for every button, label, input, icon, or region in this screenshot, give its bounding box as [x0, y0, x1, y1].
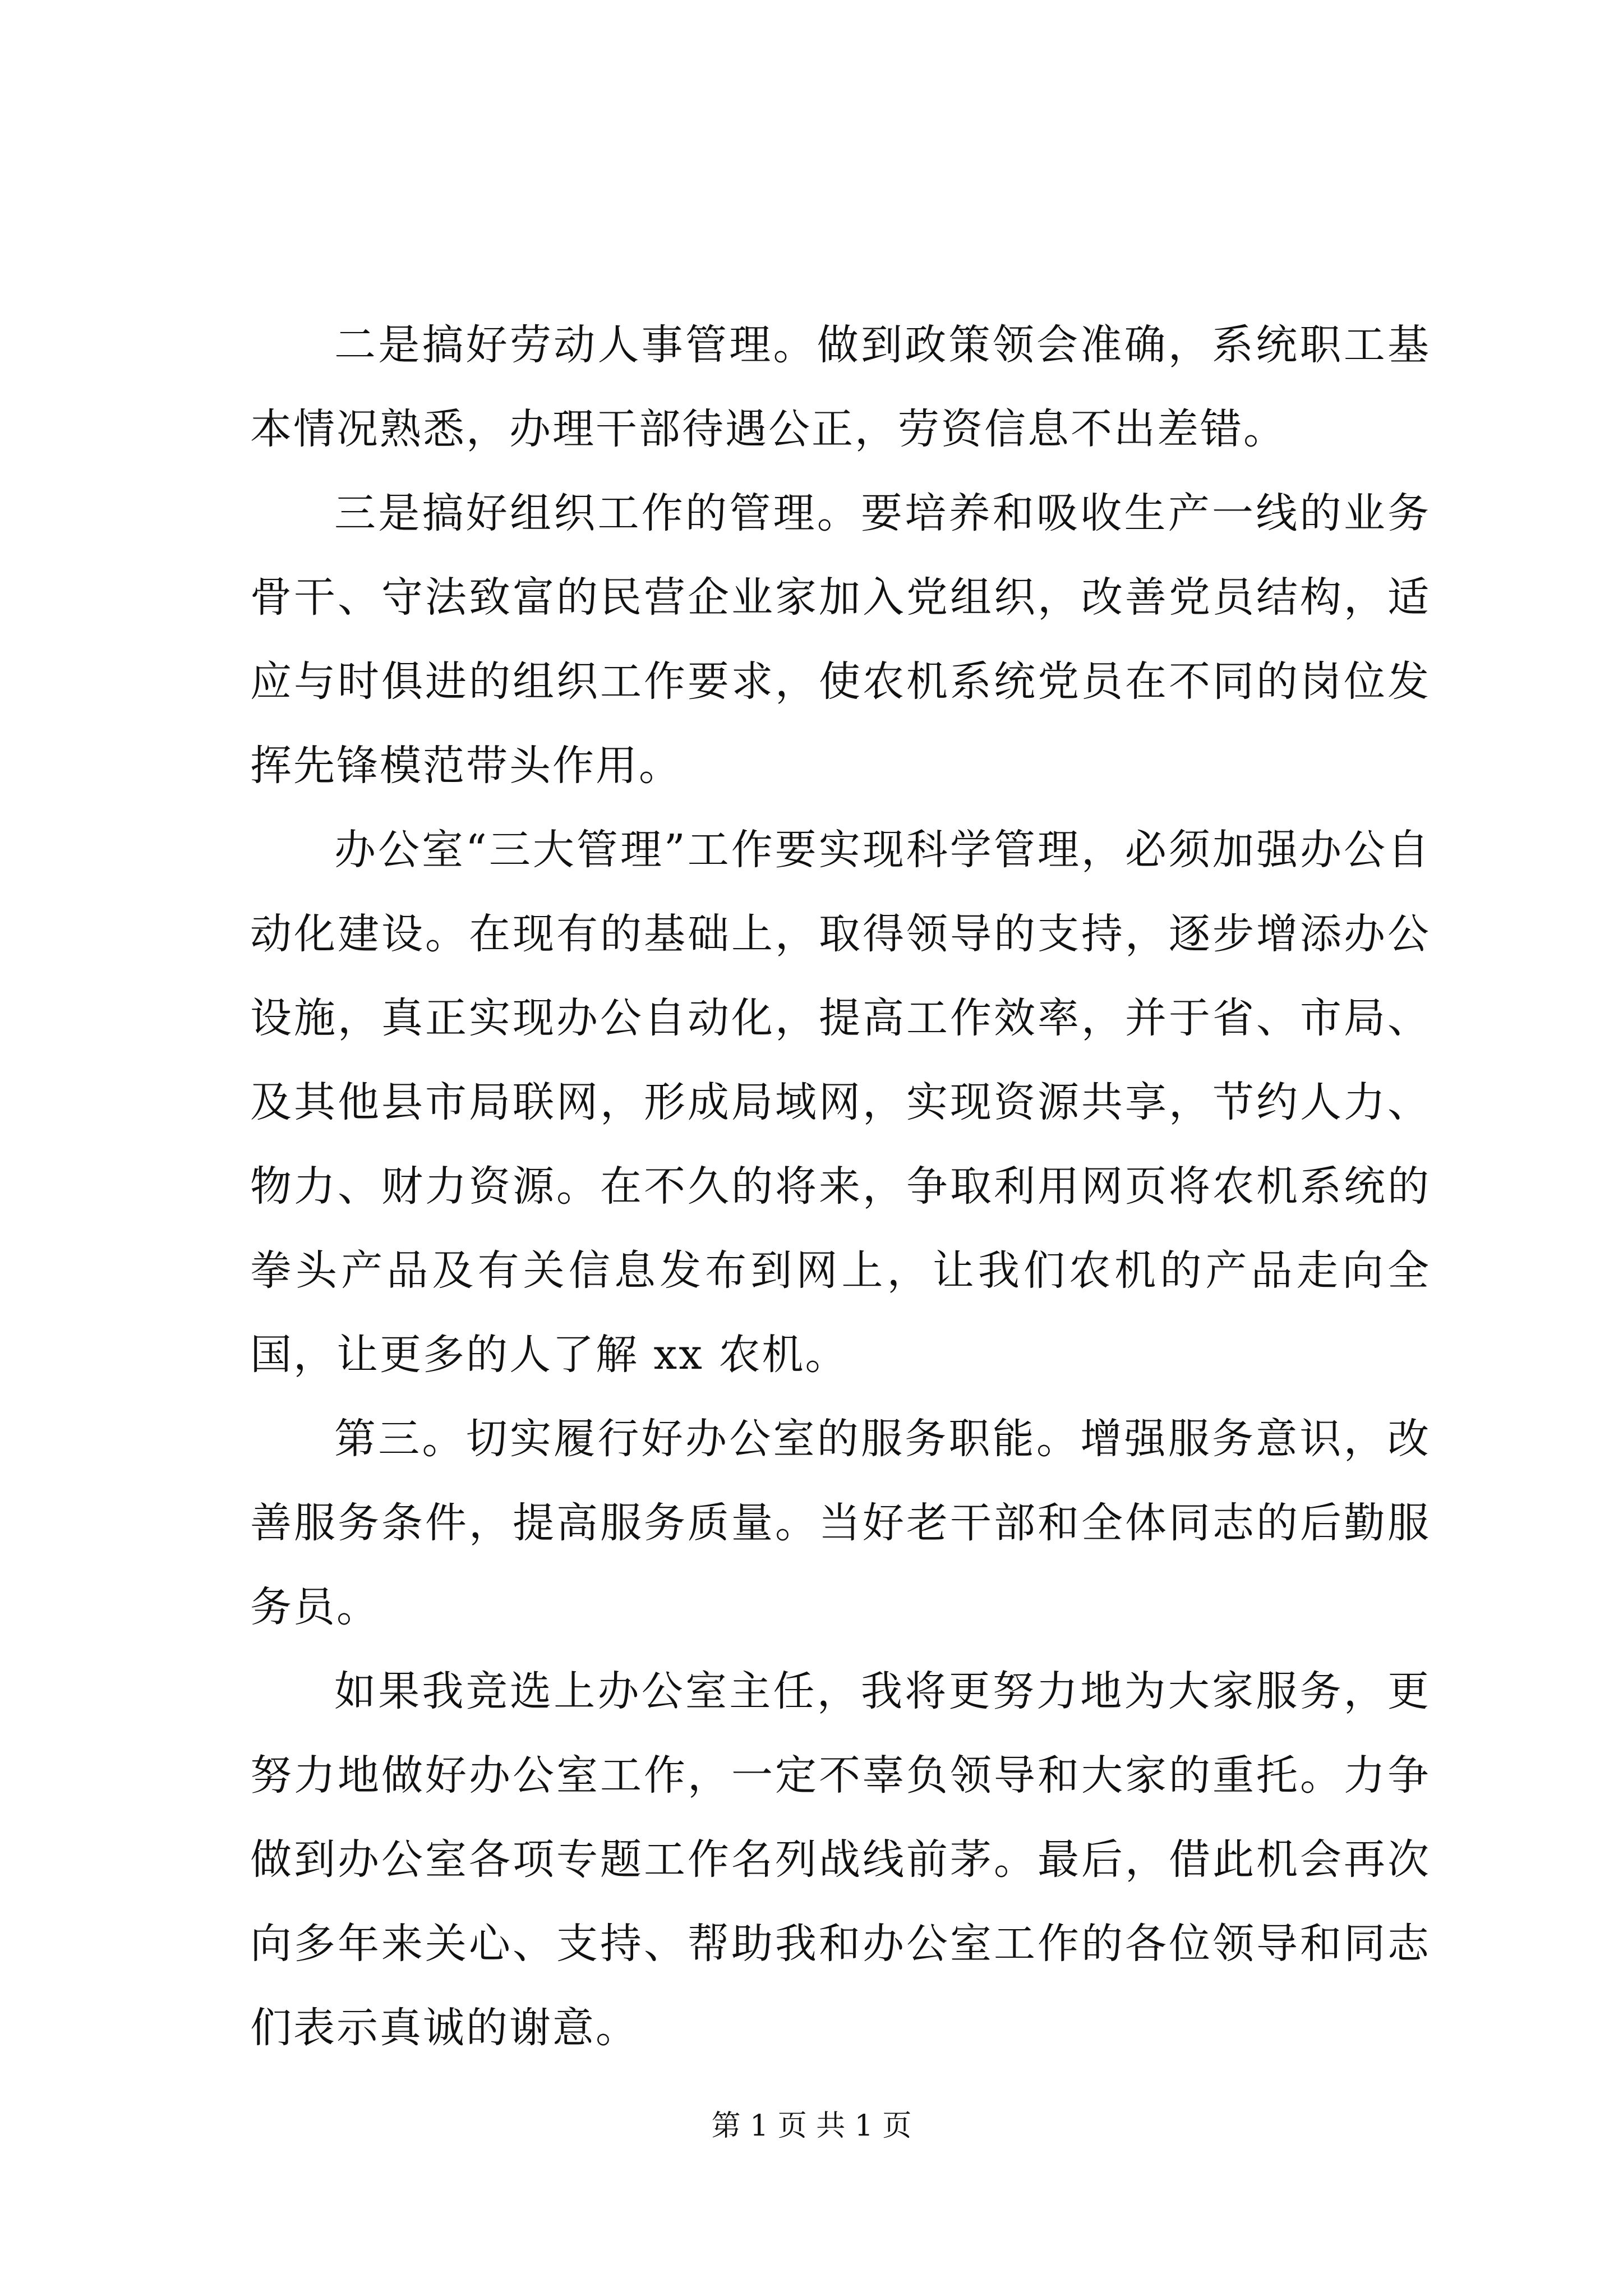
page-number-footer: 第 1 页 共 1 页	[711, 2109, 912, 2143]
document-body	[250, 303, 1431, 2070]
paragraph-labor-personnel: 二是搞好劳动人事管理。做到政策领会准确，系统职工基本情况熟悉，办理干部待遇公正，劳资信息不出差错。	[250, 321, 1431, 453]
paragraph-closing: 如果我竞选上办公室主任，我将更努力地为大家服务，更努力地做好办公室工作，一定不辜负领导和大家的重托。力争做到办公室各项专题工作名列战线前茅。最后，借此机会再次向多年来关心、支持、帮助我和办公室工作的各位领导和同志们表示真诚的谢意。	[250, 1667, 1431, 2052]
paragraph-office-automation: 办公室“三大管理”工作要实现科学管理，必须加强办公自动化建设。在现有的基础上，取得领导的支持，逐步增添办公设施，真正实现办公自动化，提高工作效率，并于省、市局、及其他县市局联网，形成局域网，实现资源共享，节约人力、物力、财力资源。在不久的将来，争取利用网页将农机系统的拳头产品及有关信息发布到网上，让我们农机的产品走向全国，让更多的人了解 xx 农机。	[250, 826, 1431, 1379]
paragraph-organization: 三是搞好组织工作的管理。要培养和吸收生产一线的业务骨干、守法致富的民营企业家加入党组织，改善党员结构，适应与时俱进的组织工作要求，使农机系统党员在不同的岗位发挥先锋模范带头作用。	[250, 489, 1431, 790]
paragraph-service-function: 第三。切实履行好办公室的服务职能。增强服务意识，改善服务条件，提高服务质量。当好老干部和全体同志的后勤服务员。	[250, 1415, 1431, 1631]
